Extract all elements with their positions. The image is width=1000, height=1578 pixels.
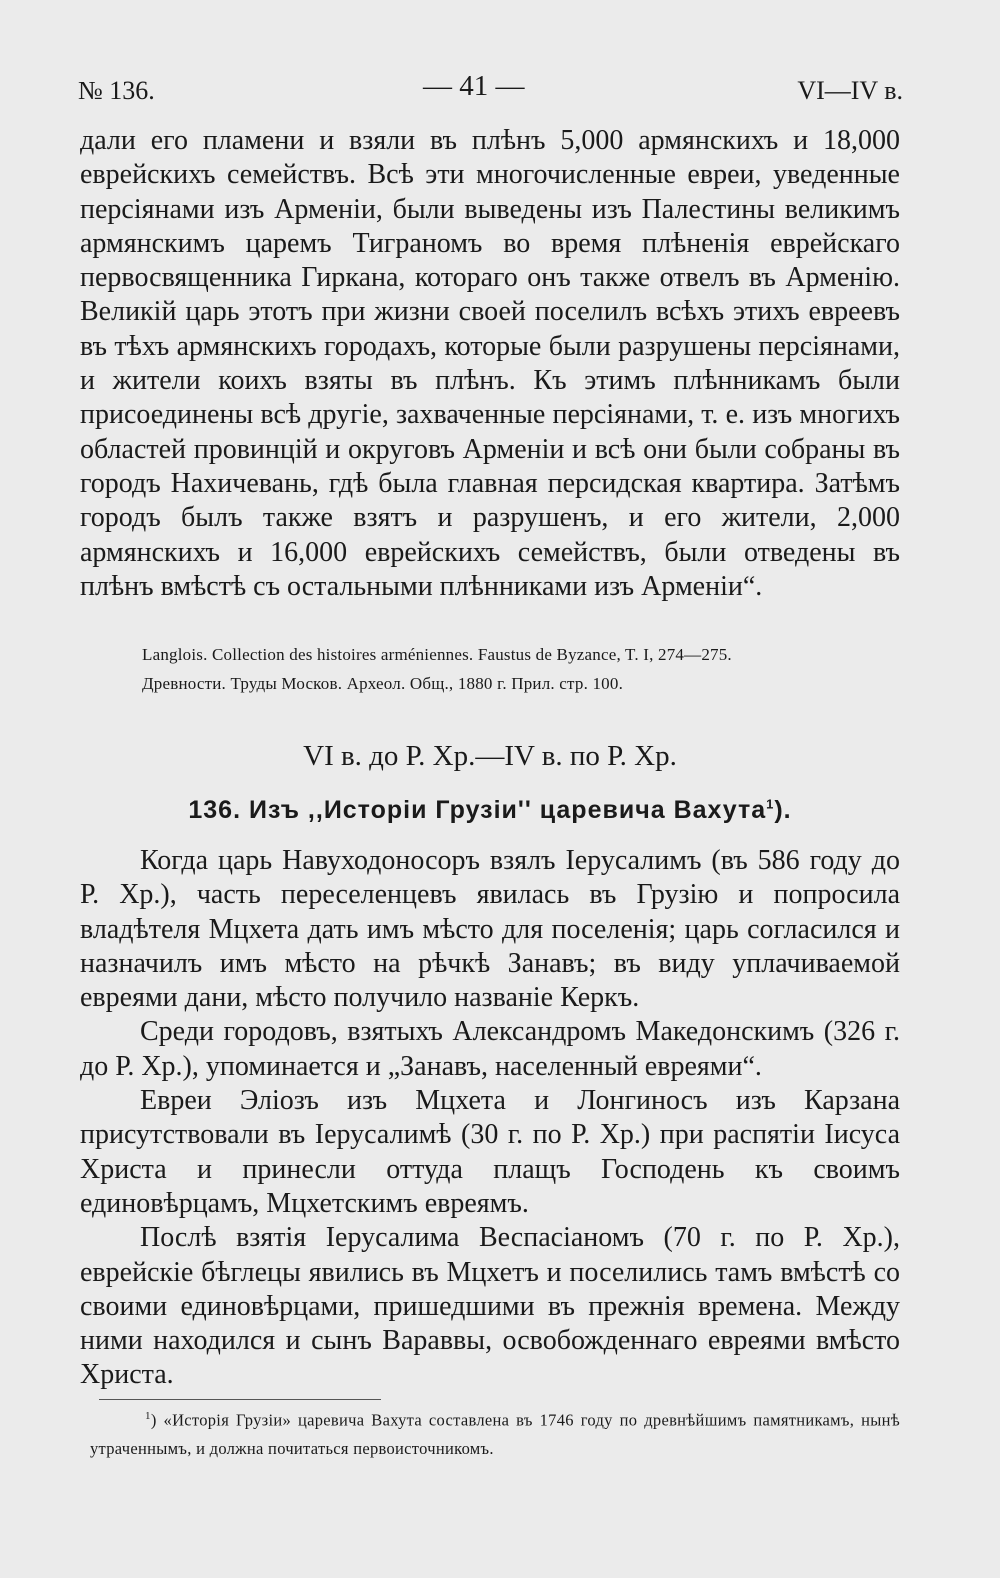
footnote-divider bbox=[99, 1399, 381, 1400]
continuation-text bbox=[80, 124, 900, 604]
footnote-reference: 1 bbox=[766, 796, 775, 812]
paragraph-eliozi: Евреи Эліозъ изъ Мцхета и Лонгиносъ изъ Карзана присутствовали въ Іерусалимѣ (30 г. по Р. Хр.) при распятіи Іисуса Христа и принесли оттуда плащъ Господень къ своимъ единовѣрцамъ, Мцхетскимъ евреямъ. bbox=[80, 1085, 900, 1219]
period-range: VI—IV в. bbox=[797, 76, 903, 105]
footnote bbox=[90, 1402, 900, 1463]
source-citations bbox=[142, 640, 902, 698]
continuation-paragraph: дали его пламени и взяли въ плѣнъ 5,000 армянскихъ и 18,000 еврейскихъ семействъ. Всѣ эти многочисленные евреи, уведенные персіянами изъ Арменіи, были выведены изъ Палестины великимъ армянскимъ царемъ Тиграномъ во время плѣненія еврейскаго первосвященника Гиркана, котораго онъ также отвелъ въ Арменію. Великій царь этотъ при жизни своей поселилъ всѣхъ этихъ евреевъ въ тѣхъ армянскихъ городахъ, которые были разрушены персіянами, и жители коихъ взяты въ плѣнъ. Къ этимъ плѣнникамъ были присоединены всѣ другіе, захваченные персіянами, т. е. изъ многихъ областей провинцій и округовъ Арменіи и всѣ они были собраны въ городъ Нахичевань, гдѣ была главная персидская квартира. Затѣмъ городъ былъ также взятъ и разрушенъ, и его жители, 2,000 армянскихъ и 16,000 еврейскихъ семействъ, были отведены въ плѣнъ вмѣстѣ съ остальными плѣнниками изъ Арменіи“. bbox=[80, 125, 900, 602]
running-header bbox=[78, 70, 903, 110]
section-date: VI в. до Р. Хр.—IV в. по Р. Хр. bbox=[303, 740, 677, 772]
document-number: № 136. bbox=[78, 76, 155, 105]
citation-drevnosti: Древности. Труды Москов. Археол. Общ., 1880 г. Прил. стр. 100. bbox=[142, 674, 624, 693]
section-title bbox=[80, 796, 900, 825]
paragraph-nebuchadnezzar: Когда царь Навуходоносоръ взялъ Іерусалимъ (въ 586 году до Р. Хр.), часть переселенцевъ явилась въ Грузію и попросила владѣтеля Мцхета дать имъ мѣсто для поселенія; царь согласился и назначилъ имъ мѣсто на рѣчкѣ Занавъ; въ виду уплачиваемой евреями дани, мѣсто получило названіе Керкъ. bbox=[80, 845, 900, 1014]
page-number: — 41 — bbox=[423, 70, 525, 102]
section-body bbox=[80, 844, 900, 1393]
footnote-text: ) «Исторія Грузіи» царевича Вахута составлена въ 1746 году по древнѣйшимъ памятникамъ, нынѣ утраченнымъ, и должна почитаться первоисточникомъ. bbox=[90, 1410, 900, 1458]
paragraph-alexander: Среди городовъ, взятыхъ Александромъ Македонскимъ (326 г. до Р. Хр.), упоминается и „Занавъ, населенный евреями“. bbox=[80, 1016, 900, 1082]
section-title-close: ). bbox=[774, 796, 792, 824]
paragraph-vespasian: Послѣ взятія Іерусалима Веспасіаномъ (70 г. по Р. Хр.), еврейскіе бѣглецы явились въ Мцхетъ и поселились тамъ вмѣстѣ со своими единовѣрцами, пришедшими въ прежнія времена. Между ними находился и сынъ Вараввы, освобожденнаго евреями вмѣсто Христа. bbox=[80, 1222, 900, 1391]
section-title-text: 136. Изъ ,,Исторіи Грузіи'' царевича Вахута bbox=[188, 796, 767, 824]
citation-langlois: Langlois. Collection des histoires arméniennes. Faustus de Byzance, T. I, 274—275. bbox=[142, 645, 732, 664]
footnote-mark: 1 bbox=[145, 1410, 151, 1422]
